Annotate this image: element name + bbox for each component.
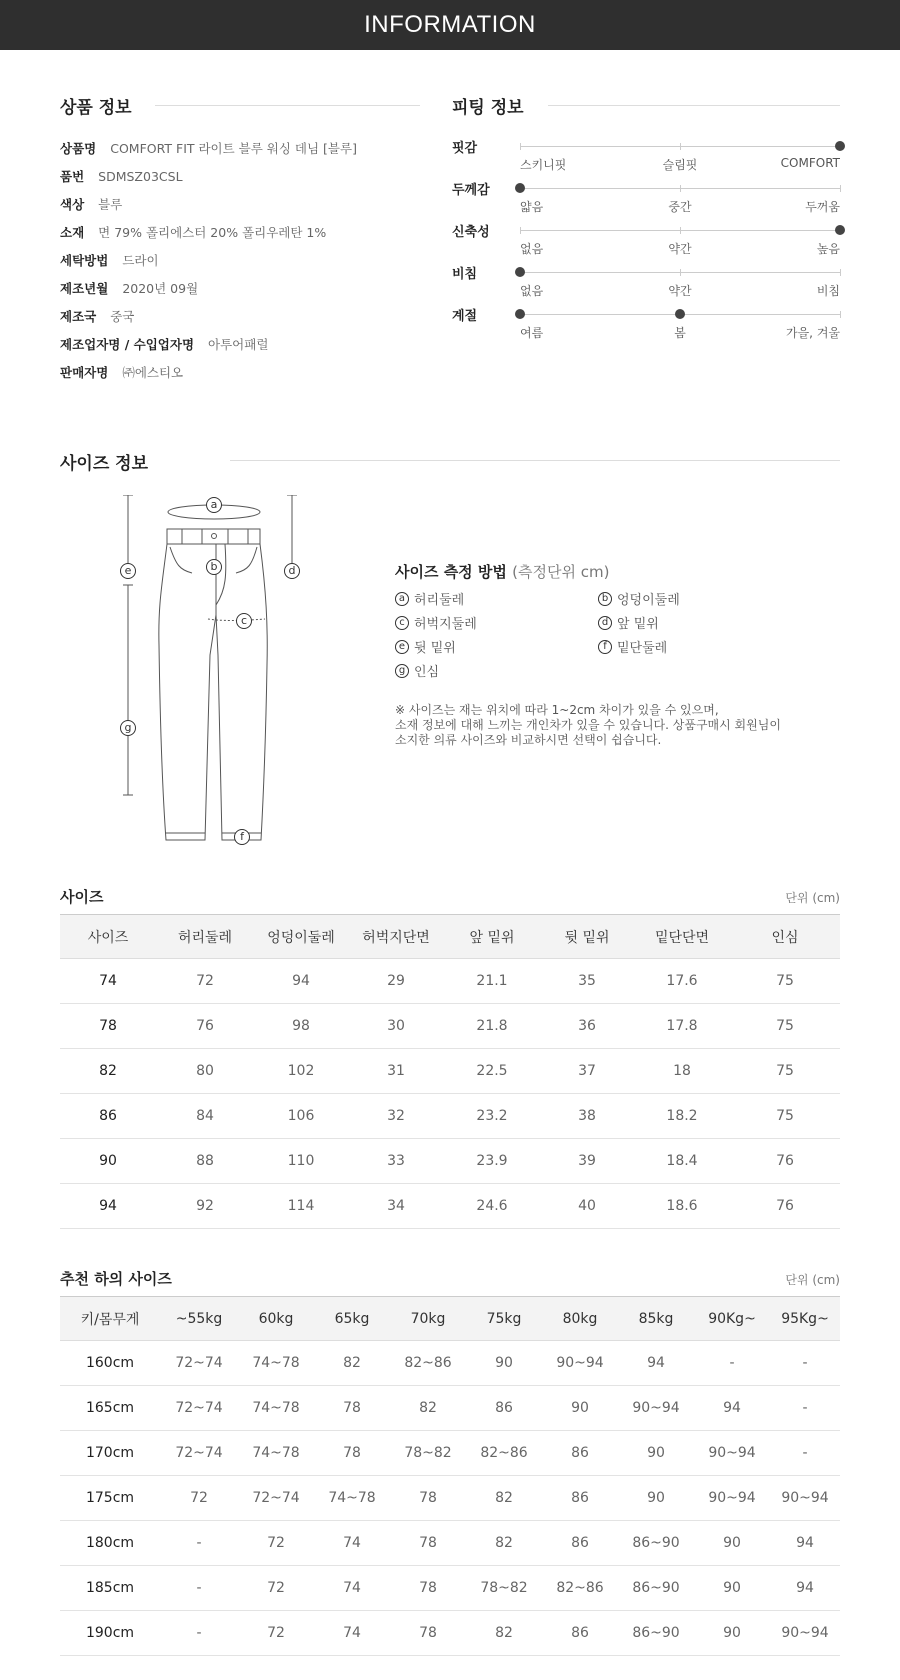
marker-a: a (206, 497, 222, 513)
table-cell: 72~74 (238, 1476, 314, 1521)
table-cell: 94 (770, 1521, 840, 1566)
fit-option: 얇음 (520, 200, 544, 214)
table-cell: 90~94 (694, 1431, 770, 1476)
product-info-title: 상품 정보 (60, 98, 132, 118)
information-title: INFORMATION (364, 11, 536, 38)
table-cell: 23.2 (444, 1094, 540, 1139)
table-cell: 170cm (60, 1431, 160, 1476)
table-cell: 22.5 (444, 1049, 540, 1094)
table-cell: 72 (238, 1521, 314, 1566)
table-cell: 86 (466, 1386, 542, 1431)
table-cell: 102 (254, 1049, 348, 1094)
fit-selected-dot (835, 141, 845, 151)
table-header-row (60, 1297, 840, 1341)
marker-icon: c (395, 616, 409, 630)
table-cell: 88 (156, 1139, 254, 1184)
table-cell: 180cm (60, 1521, 160, 1566)
table-cell: - (160, 1566, 238, 1611)
table-cell: 74 (314, 1566, 390, 1611)
table-cell: 74 (60, 959, 156, 1004)
table-cell: 78 (390, 1476, 466, 1521)
table-cell: 75 (730, 1049, 840, 1094)
table-cell: 94 (254, 959, 348, 1004)
product-info-value: ㈜에스티오 (122, 365, 184, 380)
fit-option: 봄 (674, 326, 686, 340)
product-info-row (60, 306, 134, 326)
table-cell: 17.6 (634, 959, 730, 1004)
product-info-key: 세탁방법 (60, 253, 109, 268)
fit-tick (520, 227, 521, 234)
recommend-table-title: 추천 하의 사이즈 (60, 1270, 172, 1288)
table-row (60, 959, 840, 1004)
table-cell: 106 (254, 1094, 348, 1139)
product-info-value: 아투어패럴 (208, 337, 269, 352)
fit-option: 비침 (816, 284, 840, 298)
table-cell: 75 (730, 1004, 840, 1049)
marker-icon: d (598, 616, 612, 630)
marker-e: e (120, 563, 136, 579)
table-cell: 94 (60, 1184, 156, 1229)
table-cell: 39 (540, 1139, 634, 1184)
size-table-unit: 단위 (cm) (785, 891, 840, 905)
table-cell: 30 (348, 1004, 444, 1049)
fit-selected-dot (515, 183, 525, 193)
table-cell: 78 (390, 1521, 466, 1566)
table-cell: 76 (156, 1004, 254, 1049)
table-cell: 98 (254, 1004, 348, 1049)
table-cell: - (770, 1341, 840, 1386)
table-cell: 82 (466, 1521, 542, 1566)
table-cell: 37 (540, 1049, 634, 1094)
size-table-title: 사이즈 (60, 888, 104, 906)
table-row (60, 1139, 840, 1184)
table-header-cell: 앞 밑위 (444, 915, 540, 959)
fitting-info-title: 피팅 정보 (452, 98, 524, 118)
pants-illustration (110, 495, 330, 850)
size-info-title: 사이즈 정보 (60, 454, 149, 474)
product-info-key: 상품명 (60, 141, 97, 156)
product-info-value: 블루 (98, 197, 123, 212)
table-cell: 90~94 (770, 1476, 840, 1521)
table-cell: 72 (238, 1611, 314, 1656)
table-cell: 74 (314, 1521, 390, 1566)
table-cell: 90~94 (542, 1341, 618, 1386)
table-header-cell: 65kg (314, 1297, 390, 1341)
measure-method-item (395, 637, 456, 656)
fit-label: 두께감 (452, 183, 490, 198)
fit-option: 두꺼움 (805, 200, 840, 214)
table-cell: 23.9 (444, 1139, 540, 1184)
table-cell: 90 (466, 1341, 542, 1386)
table-cell: 90 (618, 1431, 694, 1476)
table-cell: 90 (618, 1476, 694, 1521)
measure-method-item (598, 589, 680, 608)
table-header-cell: 허벅지단면 (348, 915, 444, 959)
table-row (60, 1094, 840, 1139)
fit-option: 가을, 겨울 (786, 326, 840, 340)
marker-b: b (206, 559, 222, 575)
table-cell: 74~78 (238, 1431, 314, 1476)
fit-option: 여름 (520, 326, 544, 340)
table-cell: 72 (156, 959, 254, 1004)
table-cell: 114 (254, 1184, 348, 1229)
recommend-table (60, 1296, 840, 1656)
divider (155, 105, 420, 106)
marker-f: f (234, 829, 250, 845)
fit-option: 약간 (668, 242, 692, 256)
table-row (60, 1184, 840, 1229)
table-cell: 72~74 (160, 1386, 238, 1431)
fit-tick (680, 185, 681, 192)
fit-label: 비침 (452, 267, 478, 282)
table-cell: 78 (390, 1611, 466, 1656)
fit-selected-dot (515, 267, 525, 277)
table-cell: 36 (540, 1004, 634, 1049)
marker-g: g (120, 720, 136, 736)
fit-option: 없음 (520, 284, 544, 298)
table-cell: 86~90 (618, 1611, 694, 1656)
table-cell: 86~90 (618, 1566, 694, 1611)
fit-tick (680, 143, 681, 150)
table-cell: - (694, 1341, 770, 1386)
fit-option: COMFORT (780, 156, 840, 170)
table-header-cell: ~55kg (160, 1297, 238, 1341)
product-info-key: 제조업자명 / 수입업자명 (60, 337, 195, 352)
fit-label: 계절 (452, 309, 478, 324)
product-info-key: 제조년월 (60, 281, 109, 296)
table-cell: 165cm (60, 1386, 160, 1431)
product-info-value: 2020년 09월 (122, 281, 199, 296)
fit-scale (520, 272, 840, 273)
table-row (60, 1049, 840, 1094)
table-row (60, 1386, 840, 1431)
pants-diagram (110, 495, 330, 850)
product-info-row (60, 166, 183, 186)
measure-method-item (395, 661, 439, 680)
table-cell: 76 (730, 1184, 840, 1229)
table-cell: 86 (60, 1094, 156, 1139)
marker-d: d (284, 563, 300, 579)
table-cell: 18.4 (634, 1139, 730, 1184)
table-header-cell: 60kg (238, 1297, 314, 1341)
measure-method-label: 인심 (414, 665, 440, 680)
table-header-cell: 밑단단면 (634, 915, 730, 959)
size-note-line: 소재 정보에 대해 느끼는 개인차가 있을 수 있습니다. 상품구매시 회원님이 (395, 718, 781, 732)
product-info-value: 드라이 (122, 253, 159, 268)
fit-option: 중간 (668, 200, 692, 214)
table-cell: 78 (314, 1386, 390, 1431)
table-cell: 74~78 (314, 1476, 390, 1521)
table-cell: 74~78 (238, 1341, 314, 1386)
measure-method-unit: (측정단위 cm) (512, 563, 610, 581)
table-cell: 86 (542, 1431, 618, 1476)
size-table (60, 914, 840, 1229)
table-cell: 90 (694, 1521, 770, 1566)
measure-method-item (395, 589, 464, 608)
table-row (60, 1431, 840, 1476)
fit-selected-dot (675, 309, 685, 319)
table-cell: 86 (542, 1521, 618, 1566)
fit-label: 핏감 (452, 141, 478, 156)
table-cell: 86 (542, 1611, 618, 1656)
table-cell: 190cm (60, 1611, 160, 1656)
table-header-cell: 인심 (730, 915, 840, 959)
table-header-cell: 사이즈 (60, 915, 156, 959)
table-header-cell: 80kg (542, 1297, 618, 1341)
marker-c: c (236, 613, 252, 629)
product-info-row (60, 250, 159, 270)
table-cell: 160cm (60, 1341, 160, 1386)
table-cell: 82~86 (542, 1566, 618, 1611)
table-cell: 72~74 (160, 1341, 238, 1386)
table-cell: 74 (314, 1611, 390, 1656)
fit-option: 약간 (668, 284, 692, 298)
table-header-cell: 90Kg~ (694, 1297, 770, 1341)
table-cell: - (770, 1431, 840, 1476)
fit-option: 높음 (816, 242, 840, 256)
table-cell: 18.2 (634, 1094, 730, 1139)
recommend-table-unit: 단위 (cm) (785, 1273, 840, 1287)
measure-method-item (598, 637, 667, 656)
fit-tick (680, 269, 681, 276)
table-cell: 78 (314, 1431, 390, 1476)
fit-scale (520, 314, 840, 315)
marker-icon: b (598, 592, 612, 606)
size-note-line: 소지한 의류 사이즈와 비교하시면 선택이 쉽습니다. (395, 733, 662, 747)
table-cell: 78 (390, 1566, 466, 1611)
table-row (60, 1476, 840, 1521)
table-cell: 90 (694, 1611, 770, 1656)
table-cell: 82 (466, 1476, 542, 1521)
table-cell: 82~86 (390, 1341, 466, 1386)
table-cell: 34 (348, 1184, 444, 1229)
table-header-cell: 키/몸무게 (60, 1297, 160, 1341)
marker-icon: g (395, 664, 409, 678)
table-cell: 90~94 (770, 1611, 840, 1656)
table-cell: 72 (238, 1566, 314, 1611)
table-cell: 82 (466, 1611, 542, 1656)
table-cell: 90 (542, 1386, 618, 1431)
product-info-value: 면 79% 폴리에스터 20% 폴리우레탄 1% (98, 225, 327, 240)
table-cell: 74~78 (238, 1386, 314, 1431)
table-cell: 32 (348, 1094, 444, 1139)
table-cell: 94 (770, 1566, 840, 1611)
table-cell: 17.8 (634, 1004, 730, 1049)
table-cell: 18 (634, 1049, 730, 1094)
fit-tick (680, 227, 681, 234)
fit-label: 신축성 (452, 225, 490, 240)
product-info-value: SDMSZ03CSL (98, 168, 183, 184)
measure-method-label: 앞 밑위 (617, 617, 659, 632)
table-header-cell: 뒷 밑위 (540, 915, 634, 959)
product-info-row (60, 362, 183, 382)
table-cell: 31 (348, 1049, 444, 1094)
fit-tick (840, 269, 841, 276)
information-header (0, 0, 900, 50)
product-info-key: 소재 (60, 225, 85, 240)
table-cell: 21.8 (444, 1004, 540, 1049)
marker-icon: e (395, 640, 409, 654)
table-row (60, 1341, 840, 1386)
table-cell: 82 (314, 1341, 390, 1386)
table-cell: 38 (540, 1094, 634, 1139)
table-cell: 90~94 (694, 1476, 770, 1521)
table-cell: 78~82 (466, 1566, 542, 1611)
marker-icon: a (395, 592, 409, 606)
size-note-line: ※ 사이즈는 재는 위치에 따라 1~2cm 차이가 있을 수 있으며, (395, 703, 719, 717)
table-cell: 78~82 (390, 1431, 466, 1476)
table-cell: 175cm (60, 1476, 160, 1521)
measure-method-item (598, 613, 659, 632)
table-cell: 72 (160, 1476, 238, 1521)
product-info-row (60, 138, 357, 158)
measure-method-label: 뒷 밑위 (414, 641, 456, 656)
measure-method-label: 허리둘레 (414, 593, 465, 608)
product-info-key: 색상 (60, 197, 85, 212)
table-header-cell: 70kg (390, 1297, 466, 1341)
fit-option: 슬림핏 (662, 158, 698, 172)
table-cell: 76 (730, 1139, 840, 1184)
table-cell: - (160, 1521, 238, 1566)
table-header-cell: 85kg (618, 1297, 694, 1341)
marker-icon: f (598, 640, 612, 654)
product-info-row (60, 194, 122, 214)
table-cell: 86~90 (618, 1521, 694, 1566)
fit-option: 스키니핏 (520, 158, 567, 172)
table-cell: 94 (694, 1386, 770, 1431)
table-cell: 21.1 (444, 959, 540, 1004)
product-info-value: COMFORT FIT 라이트 블루 워싱 데님 [블루] (110, 141, 357, 156)
table-cell: 29 (348, 959, 444, 1004)
fit-scale (520, 230, 840, 231)
measure-method-item (395, 613, 477, 632)
table-row (60, 1004, 840, 1049)
measure-method-label: 밑단둘레 (617, 641, 668, 656)
table-cell: 185cm (60, 1566, 160, 1611)
table-cell: 24.6 (444, 1184, 540, 1229)
fit-option: 없음 (520, 242, 544, 256)
measure-method-label: 사이즈 측정 방법 (395, 563, 507, 581)
table-header-cell: 95Kg~ (770, 1297, 840, 1341)
table-cell: 90 (60, 1139, 156, 1184)
fit-scale (520, 146, 840, 147)
table-cell: 40 (540, 1184, 634, 1229)
fit-scale (520, 188, 840, 189)
table-header-cell: 허리둘레 (156, 915, 254, 959)
divider (230, 460, 840, 461)
table-header-row (60, 915, 840, 959)
fit-selected-dot (835, 225, 845, 235)
table-row (60, 1611, 840, 1656)
product-info-value: 중국 (110, 309, 135, 324)
table-header-cell: 75kg (466, 1297, 542, 1341)
table-cell: 82 (390, 1386, 466, 1431)
table-cell: 82~86 (466, 1431, 542, 1476)
fit-tick (840, 311, 841, 318)
table-cell: 75 (730, 1094, 840, 1139)
measure-method-label: 엉덩이둘레 (617, 593, 680, 608)
table-cell: 92 (156, 1184, 254, 1229)
product-info-row (60, 222, 326, 242)
table-cell: 35 (540, 959, 634, 1004)
table-cell: 82 (60, 1049, 156, 1094)
table-cell: 72~74 (160, 1431, 238, 1476)
product-info-row (60, 334, 268, 354)
table-cell: 110 (254, 1139, 348, 1184)
table-cell: 94 (618, 1341, 694, 1386)
fit-tick (840, 185, 841, 192)
table-row (60, 1566, 840, 1611)
table-cell: 90 (694, 1566, 770, 1611)
product-info-row (60, 278, 198, 298)
table-cell: 18.6 (634, 1184, 730, 1229)
table-cell: - (770, 1386, 840, 1431)
table-cell: 78 (60, 1004, 156, 1049)
measure-method-title (395, 561, 609, 582)
table-cell: 75 (730, 959, 840, 1004)
table-cell: 86 (542, 1476, 618, 1521)
table-header-cell: 엉덩이둘레 (254, 915, 348, 959)
table-row (60, 1521, 840, 1566)
product-info-key: 제조국 (60, 309, 97, 324)
table-cell: - (160, 1611, 238, 1656)
table-cell: 33 (348, 1139, 444, 1184)
product-info-key: 품번 (60, 169, 85, 184)
table-cell: 84 (156, 1094, 254, 1139)
table-cell: 80 (156, 1049, 254, 1094)
measure-method-label: 허벅지둘레 (414, 617, 477, 632)
table-cell: 90~94 (618, 1386, 694, 1431)
divider (548, 105, 840, 106)
fit-selected-dot (515, 309, 525, 319)
fit-tick (520, 143, 521, 150)
product-info-key: 판매자명 (60, 365, 109, 380)
